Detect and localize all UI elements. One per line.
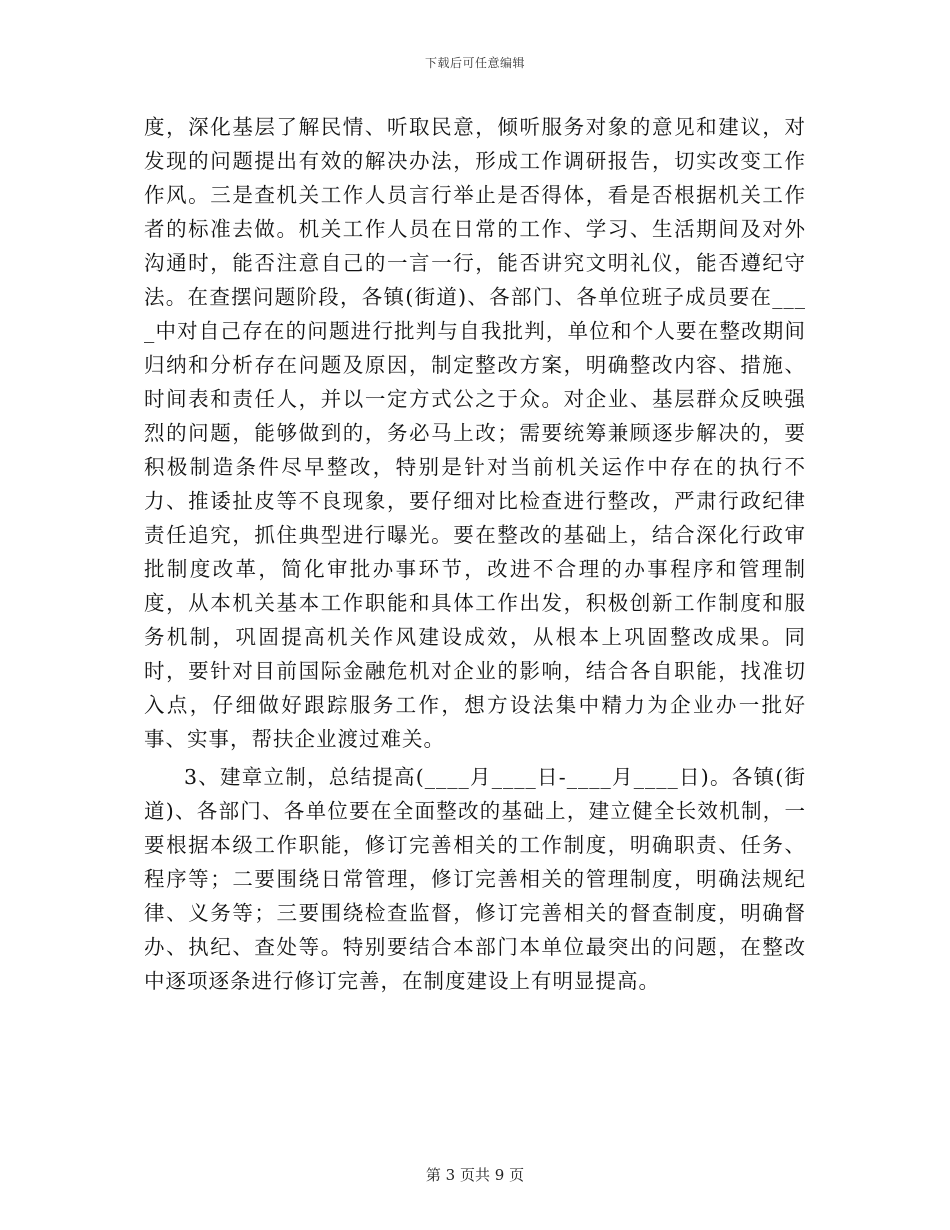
page-footer: 第 3 页共 9 页: [425, 1166, 525, 1184]
page-header: 下载后可任意编辑: [424, 56, 525, 70]
paragraph-continued: 度，深化基层了解民情、听取民意，倾听服务对象的意见和建议，对发现的问题提出有效的解决办法，形成工作调研报告，切实改变工作作风。三是查机关工作人员言行举止是否得体，看是否根据机关工作者的标准去做。机关工作人员在日常的工作、学习、生活期间及对外沟通时，能否注意自己的一言一行，能否讲究文明礼仪，能否遵纪守法。在查摆问题阶段，各镇(街道)、各部门、各单位班子成员要在____中对自己存在的问题进行批判与自我批判，单位和个人要在整改期间归纳和分析存在问题及原因，制定整改方案，明确整改内容、措施、时间表和责任人，并以一定方式公之于众。对企业、基层群众反映强烈的问题，能够做到的，务必马上改；需要统筹兼顾逐步解决的，要积极制造条件尽早整改，特别是针对当前机关运作中存在的执行不力、推诿扯皮等不良现象，要仔细对比检查进行整改，严肃行政纪律责任追究，抓住典型进行曝光。要在整改的基础上，结合深化行政审批制度改革，简化审批办事环节，改进不合理的办事程序和管理制度，从本机关基本工作职能和具体工作出发，积极创新工作制度和服务机制，巩固提高机关作风建设成效，从根本上巩固整改成果。同时，要针对目前国际金融危机对企业的影响，结合各自职能，找准切入点，仔细做好跟踪服务工作，想方设法集中精力为企业办一批好事、实事，帮扶企业渡过难关。: [144, 115, 806, 751]
paragraph-section-3: 3、建章立制，总结提高(____月____日-____月____日)。各镇(街道)、各部门、各单位要在全面整改的基础上，建立健全长效机制，一要根据本级工作职能，修订完善相关的工作制度，明确职责、任务、程序等；二要围绕日常管理，修订完善相关的管理制度，明确法规纪律、义务等；三要围绕检查监督，修订完善相关的督查制度，明确督办、执纪、查处等。特别要结合本部门本单位最突出的问题，在整改中逐项逐条进行修订完善，在制度建设上有明显提高。: [144, 765, 806, 993]
document-body: [144, 110, 806, 998]
